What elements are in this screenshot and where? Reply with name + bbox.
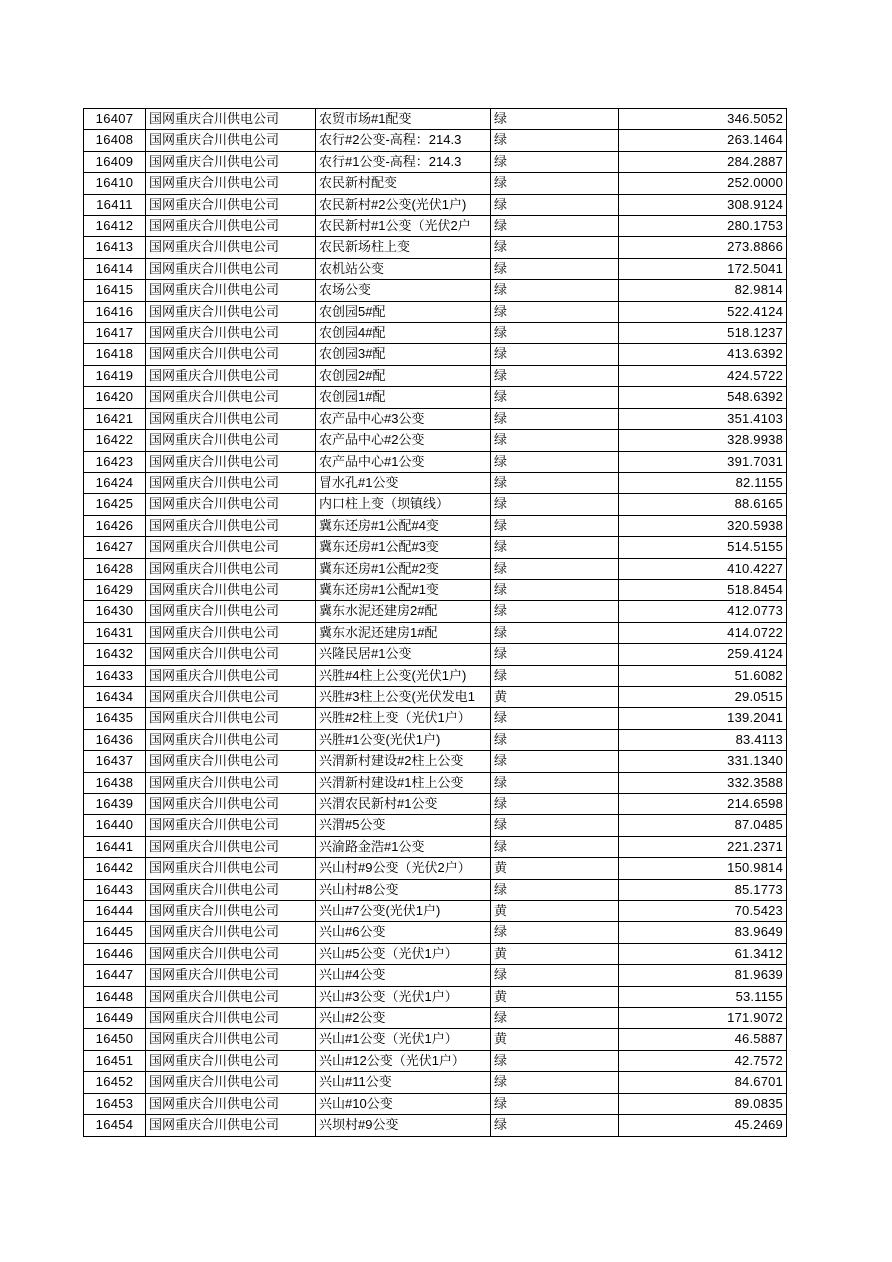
cell-status: 黄 [491,1029,619,1050]
cell-status: 绿 [491,1008,619,1029]
cell-company: 国网重庆合川供电公司 [146,173,316,194]
cell-value: 514.5155 [619,537,787,558]
cell-status: 绿 [491,622,619,643]
cell-id: 16450 [84,1029,146,1050]
cell-status: 绿 [491,408,619,429]
cell-value: 83.4113 [619,729,787,750]
table-row [84,686,787,707]
cell-name: 兴渭新村建设#1柱上公变 [316,772,491,793]
cell-value: 53.1155 [619,986,787,1007]
cell-company: 国网重庆合川供电公司 [146,258,316,279]
cell-id: 16446 [84,943,146,964]
cell-id: 16433 [84,665,146,686]
cell-id: 16445 [84,922,146,943]
cell-status: 绿 [491,130,619,151]
cell-id: 16437 [84,751,146,772]
table-row [84,151,787,172]
cell-value: 280.1753 [619,216,787,237]
cell-value: 320.5938 [619,515,787,536]
cell-company: 国网重庆合川供电公司 [146,986,316,1007]
cell-status: 绿 [491,365,619,386]
cell-company: 国网重庆合川供电公司 [146,965,316,986]
cell-company: 国网重庆合川供电公司 [146,729,316,750]
cell-id: 16419 [84,365,146,386]
cell-status: 绿 [491,472,619,493]
cell-value: 331.1340 [619,751,787,772]
table-row [84,515,787,536]
cell-value: 328.9938 [619,430,787,451]
cell-status: 绿 [491,794,619,815]
cell-company: 国网重庆合川供电公司 [146,237,316,258]
cell-id: 16441 [84,836,146,857]
table-row [84,644,787,665]
cell-id: 16425 [84,494,146,515]
table-row [84,194,787,215]
cell-name: 冀东水泥还建房2#配 [316,601,491,622]
cell-name: 冒水孔#1公变 [316,472,491,493]
cell-name: 兴山#3公变（光伏1户） [316,986,491,1007]
cell-company: 国网重庆合川供电公司 [146,751,316,772]
table-row [84,922,787,943]
cell-name: 兴渝路金浩#1公变 [316,836,491,857]
cell-value: 424.5722 [619,365,787,386]
cell-company: 国网重庆合川供电公司 [146,451,316,472]
cell-status: 绿 [491,601,619,622]
cell-company: 国网重庆合川供电公司 [146,408,316,429]
cell-status: 绿 [491,216,619,237]
cell-id: 16440 [84,815,146,836]
cell-company: 国网重庆合川供电公司 [146,344,316,365]
cell-status: 绿 [491,451,619,472]
cell-value: 83.9649 [619,922,787,943]
cell-company: 国网重庆合川供电公司 [146,430,316,451]
cell-company: 国网重庆合川供电公司 [146,365,316,386]
cell-id: 16424 [84,472,146,493]
cell-name: 农创园1#配 [316,387,491,408]
cell-status: 绿 [491,323,619,344]
cell-status: 绿 [491,151,619,172]
cell-name: 兴山村#9公变（光伏2户） [316,858,491,879]
table-row [84,665,787,686]
cell-company: 国网重庆合川供电公司 [146,1008,316,1029]
cell-value: 45.2469 [619,1115,787,1136]
cell-name: 兴山#1公变（光伏1户） [316,1029,491,1050]
cell-value: 61.3412 [619,943,787,964]
cell-name: 冀东还房#1公配#4变 [316,515,491,536]
cell-id: 16451 [84,1050,146,1071]
cell-status: 绿 [491,109,619,130]
cell-company: 国网重庆合川供电公司 [146,772,316,793]
cell-id: 16420 [84,387,146,408]
cell-name: 农民新村#1公变（光伏2户 [316,216,491,237]
cell-id: 16417 [84,323,146,344]
table-row [84,1008,787,1029]
cell-name: 内口柱上变（坝镇线） [316,494,491,515]
table-row [84,1115,787,1136]
cell-id: 16410 [84,173,146,194]
cell-company: 国网重庆合川供电公司 [146,601,316,622]
cell-value: 81.9639 [619,965,787,986]
cell-company: 国网重庆合川供电公司 [146,558,316,579]
cell-company: 国网重庆合川供电公司 [146,109,316,130]
cell-id: 16431 [84,622,146,643]
cell-name: 农创园4#配 [316,323,491,344]
cell-name: 农行#2公变-高程：214.3 [316,130,491,151]
table-row [84,173,787,194]
cell-id: 16430 [84,601,146,622]
cell-id: 16423 [84,451,146,472]
cell-value: 51.6082 [619,665,787,686]
cell-value: 391.7031 [619,451,787,472]
cell-value: 518.1237 [619,323,787,344]
cell-company: 国网重庆合川供电公司 [146,901,316,922]
cell-value: 518.8454 [619,579,787,600]
table-row [84,430,787,451]
cell-value: 252.0000 [619,173,787,194]
cell-name: 兴渭#5公变 [316,815,491,836]
table-row [84,601,787,622]
cell-name: 兴山#7公变(光伏1户) [316,901,491,922]
cell-id: 16439 [84,794,146,815]
cell-status: 绿 [491,579,619,600]
table-row [84,387,787,408]
cell-company: 国网重庆合川供电公司 [146,1093,316,1114]
table-row [84,109,787,130]
cell-name: 农民新场柱上变 [316,237,491,258]
cell-status: 绿 [491,387,619,408]
cell-id: 16449 [84,1008,146,1029]
cell-company: 国网重庆合川供电公司 [146,494,316,515]
cell-company: 国网重庆合川供电公司 [146,151,316,172]
cell-id: 16429 [84,579,146,600]
cell-id: 16448 [84,986,146,1007]
cell-status: 绿 [491,815,619,836]
cell-value: 46.5887 [619,1029,787,1050]
cell-id: 16413 [84,237,146,258]
cell-value: 42.7572 [619,1050,787,1071]
cell-status: 绿 [491,836,619,857]
cell-name: 农产品中心#3公变 [316,408,491,429]
cell-status: 绿 [491,729,619,750]
cell-company: 国网重庆合川供电公司 [146,858,316,879]
cell-id: 16444 [84,901,146,922]
cell-id: 16442 [84,858,146,879]
cell-name: 农创园5#配 [316,301,491,322]
cell-company: 国网重庆合川供电公司 [146,472,316,493]
table-row [84,1072,787,1093]
cell-status: 绿 [491,194,619,215]
cell-name: 兴山#6公变 [316,922,491,943]
cell-status: 黄 [491,901,619,922]
cell-company: 国网重庆合川供电公司 [146,1050,316,1071]
table-row [84,943,787,964]
cell-status: 绿 [491,879,619,900]
table-row [84,1050,787,1071]
cell-company: 国网重庆合川供电公司 [146,922,316,943]
cell-name: 农创园3#配 [316,344,491,365]
cell-name: 兴山#12公变（光伏1户） [316,1050,491,1071]
table-row [84,558,787,579]
cell-company: 国网重庆合川供电公司 [146,794,316,815]
table-row [84,344,787,365]
cell-id: 16434 [84,686,146,707]
table-row [84,836,787,857]
cell-value: 87.0485 [619,815,787,836]
cell-company: 国网重庆合川供电公司 [146,515,316,536]
cell-status: 绿 [491,1050,619,1071]
cell-value: 221.2371 [619,836,787,857]
cell-value: 29.0515 [619,686,787,707]
cell-id: 16407 [84,109,146,130]
cell-status: 绿 [491,344,619,365]
cell-company: 国网重庆合川供电公司 [146,1072,316,1093]
cell-company: 国网重庆合川供电公司 [146,879,316,900]
table-row [84,579,787,600]
cell-status: 绿 [491,280,619,301]
data-table [83,108,787,1137]
cell-name: 冀东还房#1公配#2变 [316,558,491,579]
cell-value: 259.4124 [619,644,787,665]
cell-company: 国网重庆合川供电公司 [146,216,316,237]
cell-value: 346.5052 [619,109,787,130]
cell-value: 351.4103 [619,408,787,429]
table-row [84,323,787,344]
table-row [84,879,787,900]
table-row [84,1093,787,1114]
cell-value: 284.2887 [619,151,787,172]
cell-id: 16454 [84,1115,146,1136]
cell-name: 农民新村配变 [316,173,491,194]
table-row [84,1029,787,1050]
table-row [84,708,787,729]
cell-id: 16416 [84,301,146,322]
cell-status: 绿 [491,258,619,279]
cell-name: 兴山#11公变 [316,1072,491,1093]
cell-company: 国网重庆合川供电公司 [146,1029,316,1050]
cell-status: 绿 [491,922,619,943]
table-row [84,537,787,558]
cell-company: 国网重庆合川供电公司 [146,194,316,215]
table-row [84,216,787,237]
table-row [84,301,787,322]
cell-status: 绿 [491,237,619,258]
cell-id: 16428 [84,558,146,579]
cell-company: 国网重庆合川供电公司 [146,301,316,322]
table-row [84,451,787,472]
cell-value: 84.6701 [619,1072,787,1093]
cell-value: 214.6598 [619,794,787,815]
cell-company: 国网重庆合川供电公司 [146,130,316,151]
cell-company: 国网重庆合川供电公司 [146,387,316,408]
cell-company: 国网重庆合川供电公司 [146,537,316,558]
table-row [84,622,787,643]
cell-id: 16408 [84,130,146,151]
cell-name: 农行#1公变-高程：214.3 [316,151,491,172]
cell-value: 410.4227 [619,558,787,579]
cell-name: 农场公变 [316,280,491,301]
cell-name: 农贸市场#1配变 [316,109,491,130]
table-row [84,794,787,815]
cell-status: 绿 [491,772,619,793]
cell-name: 兴坝村#9公变 [316,1115,491,1136]
cell-value: 85.1773 [619,879,787,900]
cell-name: 农创园2#配 [316,365,491,386]
cell-id: 16412 [84,216,146,237]
cell-company: 国网重庆合川供电公司 [146,943,316,964]
cell-company: 国网重庆合川供电公司 [146,836,316,857]
cell-id: 16432 [84,644,146,665]
cell-company: 国网重庆合川供电公司 [146,622,316,643]
cell-id: 16435 [84,708,146,729]
cell-id: 16411 [84,194,146,215]
cell-name: 兴山村#8公变 [316,879,491,900]
cell-value: 139.2041 [619,708,787,729]
cell-name: 兴胜#3柱上公变(光伏发电1 [316,686,491,707]
cell-name: 农民新村#2公变(光伏1户) [316,194,491,215]
table-row [84,729,787,750]
cell-status: 绿 [491,301,619,322]
cell-status: 绿 [491,751,619,772]
cell-id: 16409 [84,151,146,172]
cell-company: 国网重庆合川供电公司 [146,1115,316,1136]
cell-status: 黄 [491,986,619,1007]
cell-status: 绿 [491,708,619,729]
cell-name: 农产品中心#2公变 [316,430,491,451]
cell-status: 绿 [491,430,619,451]
cell-id: 16422 [84,430,146,451]
table-row [84,901,787,922]
cell-name: 兴山#5公变（光伏1户） [316,943,491,964]
table-row [84,258,787,279]
cell-id: 16418 [84,344,146,365]
cell-status: 绿 [491,173,619,194]
table-row [84,858,787,879]
cell-value: 332.3588 [619,772,787,793]
cell-value: 82.9814 [619,280,787,301]
cell-company: 国网重庆合川供电公司 [146,665,316,686]
cell-name: 农机站公变 [316,258,491,279]
cell-status: 黄 [491,686,619,707]
cell-name: 兴渭新村建设#2柱上公变 [316,751,491,772]
cell-value: 88.6165 [619,494,787,515]
cell-name: 兴山#2公变 [316,1008,491,1029]
cell-value: 171.9072 [619,1008,787,1029]
table-row [84,365,787,386]
cell-status: 绿 [491,665,619,686]
cell-value: 150.9814 [619,858,787,879]
cell-company: 国网重庆合川供电公司 [146,644,316,665]
cell-status: 绿 [491,1072,619,1093]
cell-id: 16453 [84,1093,146,1114]
cell-company: 国网重庆合川供电公司 [146,815,316,836]
cell-value: 70.5423 [619,901,787,922]
cell-company: 国网重庆合川供电公司 [146,686,316,707]
cell-status: 绿 [491,558,619,579]
cell-status: 绿 [491,1093,619,1114]
cell-company: 国网重庆合川供电公司 [146,280,316,301]
cell-name: 兴渭农民新村#1公变 [316,794,491,815]
cell-name: 兴山#4公变 [316,965,491,986]
cell-id: 16436 [84,729,146,750]
cell-status: 绿 [491,494,619,515]
cell-name: 兴山#10公变 [316,1093,491,1114]
cell-value: 522.4124 [619,301,787,322]
cell-company: 国网重庆合川供电公司 [146,579,316,600]
cell-value: 263.1464 [619,130,787,151]
cell-id: 16447 [84,965,146,986]
table-row [84,815,787,836]
table-row [84,408,787,429]
cell-value: 308.9124 [619,194,787,215]
cell-value: 414.0722 [619,622,787,643]
cell-status: 绿 [491,965,619,986]
table-row [84,772,787,793]
table-row [84,494,787,515]
cell-id: 16414 [84,258,146,279]
cell-status: 黄 [491,858,619,879]
cell-value: 89.0835 [619,1093,787,1114]
cell-name: 冀东还房#1公配#1变 [316,579,491,600]
cell-id: 16415 [84,280,146,301]
cell-id: 16452 [84,1072,146,1093]
table-row [84,986,787,1007]
cell-value: 273.8866 [619,237,787,258]
cell-status: 绿 [491,644,619,665]
cell-status: 绿 [491,515,619,536]
cell-status: 黄 [491,943,619,964]
cell-id: 16426 [84,515,146,536]
cell-status: 绿 [491,1115,619,1136]
cell-id: 16427 [84,537,146,558]
cell-name: 兴胜#2柱上变（光伏1户） [316,708,491,729]
cell-company: 国网重庆合川供电公司 [146,323,316,344]
cell-value: 412.0773 [619,601,787,622]
cell-name: 冀东还房#1公配#3变 [316,537,491,558]
table-row [84,965,787,986]
cell-name: 兴胜#1公变(光伏1户) [316,729,491,750]
table-row [84,472,787,493]
cell-id: 16438 [84,772,146,793]
cell-status: 绿 [491,537,619,558]
cell-name: 兴胜#4柱上公变(光伏1户) [316,665,491,686]
cell-name: 农产品中心#1公变 [316,451,491,472]
cell-value: 82.1155 [619,472,787,493]
cell-company: 国网重庆合川供电公司 [146,708,316,729]
data-table-body [84,109,787,1137]
cell-value: 172.5041 [619,258,787,279]
table-row [84,751,787,772]
cell-name: 冀东水泥还建房1#配 [316,622,491,643]
cell-id: 16421 [84,408,146,429]
table-row [84,237,787,258]
cell-id: 16443 [84,879,146,900]
table-row [84,280,787,301]
cell-name: 兴隆民居#1公变 [316,644,491,665]
cell-value: 548.6392 [619,387,787,408]
cell-value: 413.6392 [619,344,787,365]
table-row [84,130,787,151]
